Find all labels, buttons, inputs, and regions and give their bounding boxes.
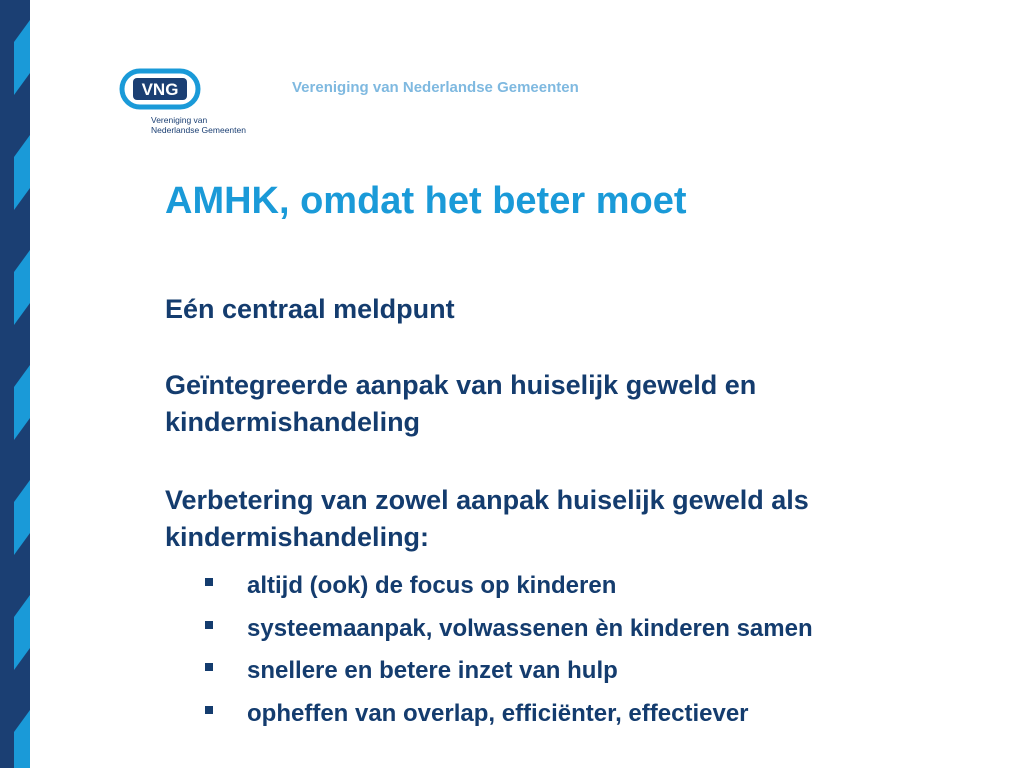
organization-name: Vereniging van Nederlandse Gemeenten <box>292 79 579 96</box>
logo-line-1: Vereniging van <box>151 115 208 125</box>
slide-title: AMHK, omdat het beter moet <box>165 180 687 222</box>
square-bullet-icon <box>205 706 213 714</box>
square-bullet-icon <box>205 578 213 586</box>
logo-mark: VNG <box>141 80 179 99</box>
logo-line-2: Nederlandse Gemeenten <box>151 125 246 135</box>
point-improvement: Verbetering van zowel aanpak huiselijk geweld als kindermishandeling: <box>165 485 809 552</box>
point-central-reporting: Eén centraal meldpunt <box>165 294 455 324</box>
vng-logo <box>117 66 257 138</box>
bullet-text: snellere en betere inzet van hulp <box>247 657 618 684</box>
square-bullet-icon <box>205 663 213 671</box>
bullet-text: systeemaanpak, volwassenen èn kinderen samen <box>247 615 813 642</box>
bullet-text: altijd (ook) de focus op kinderen <box>247 572 617 599</box>
bullet-text: opheffen van overlap, efficiënter, effectiever <box>247 700 749 727</box>
point-integrated-approach: Geïntegreerde aanpak van huiselijk geweld en kindermishandeling <box>165 370 757 437</box>
square-bullet-icon <box>205 621 213 629</box>
decorative-side-stripe <box>0 0 30 768</box>
